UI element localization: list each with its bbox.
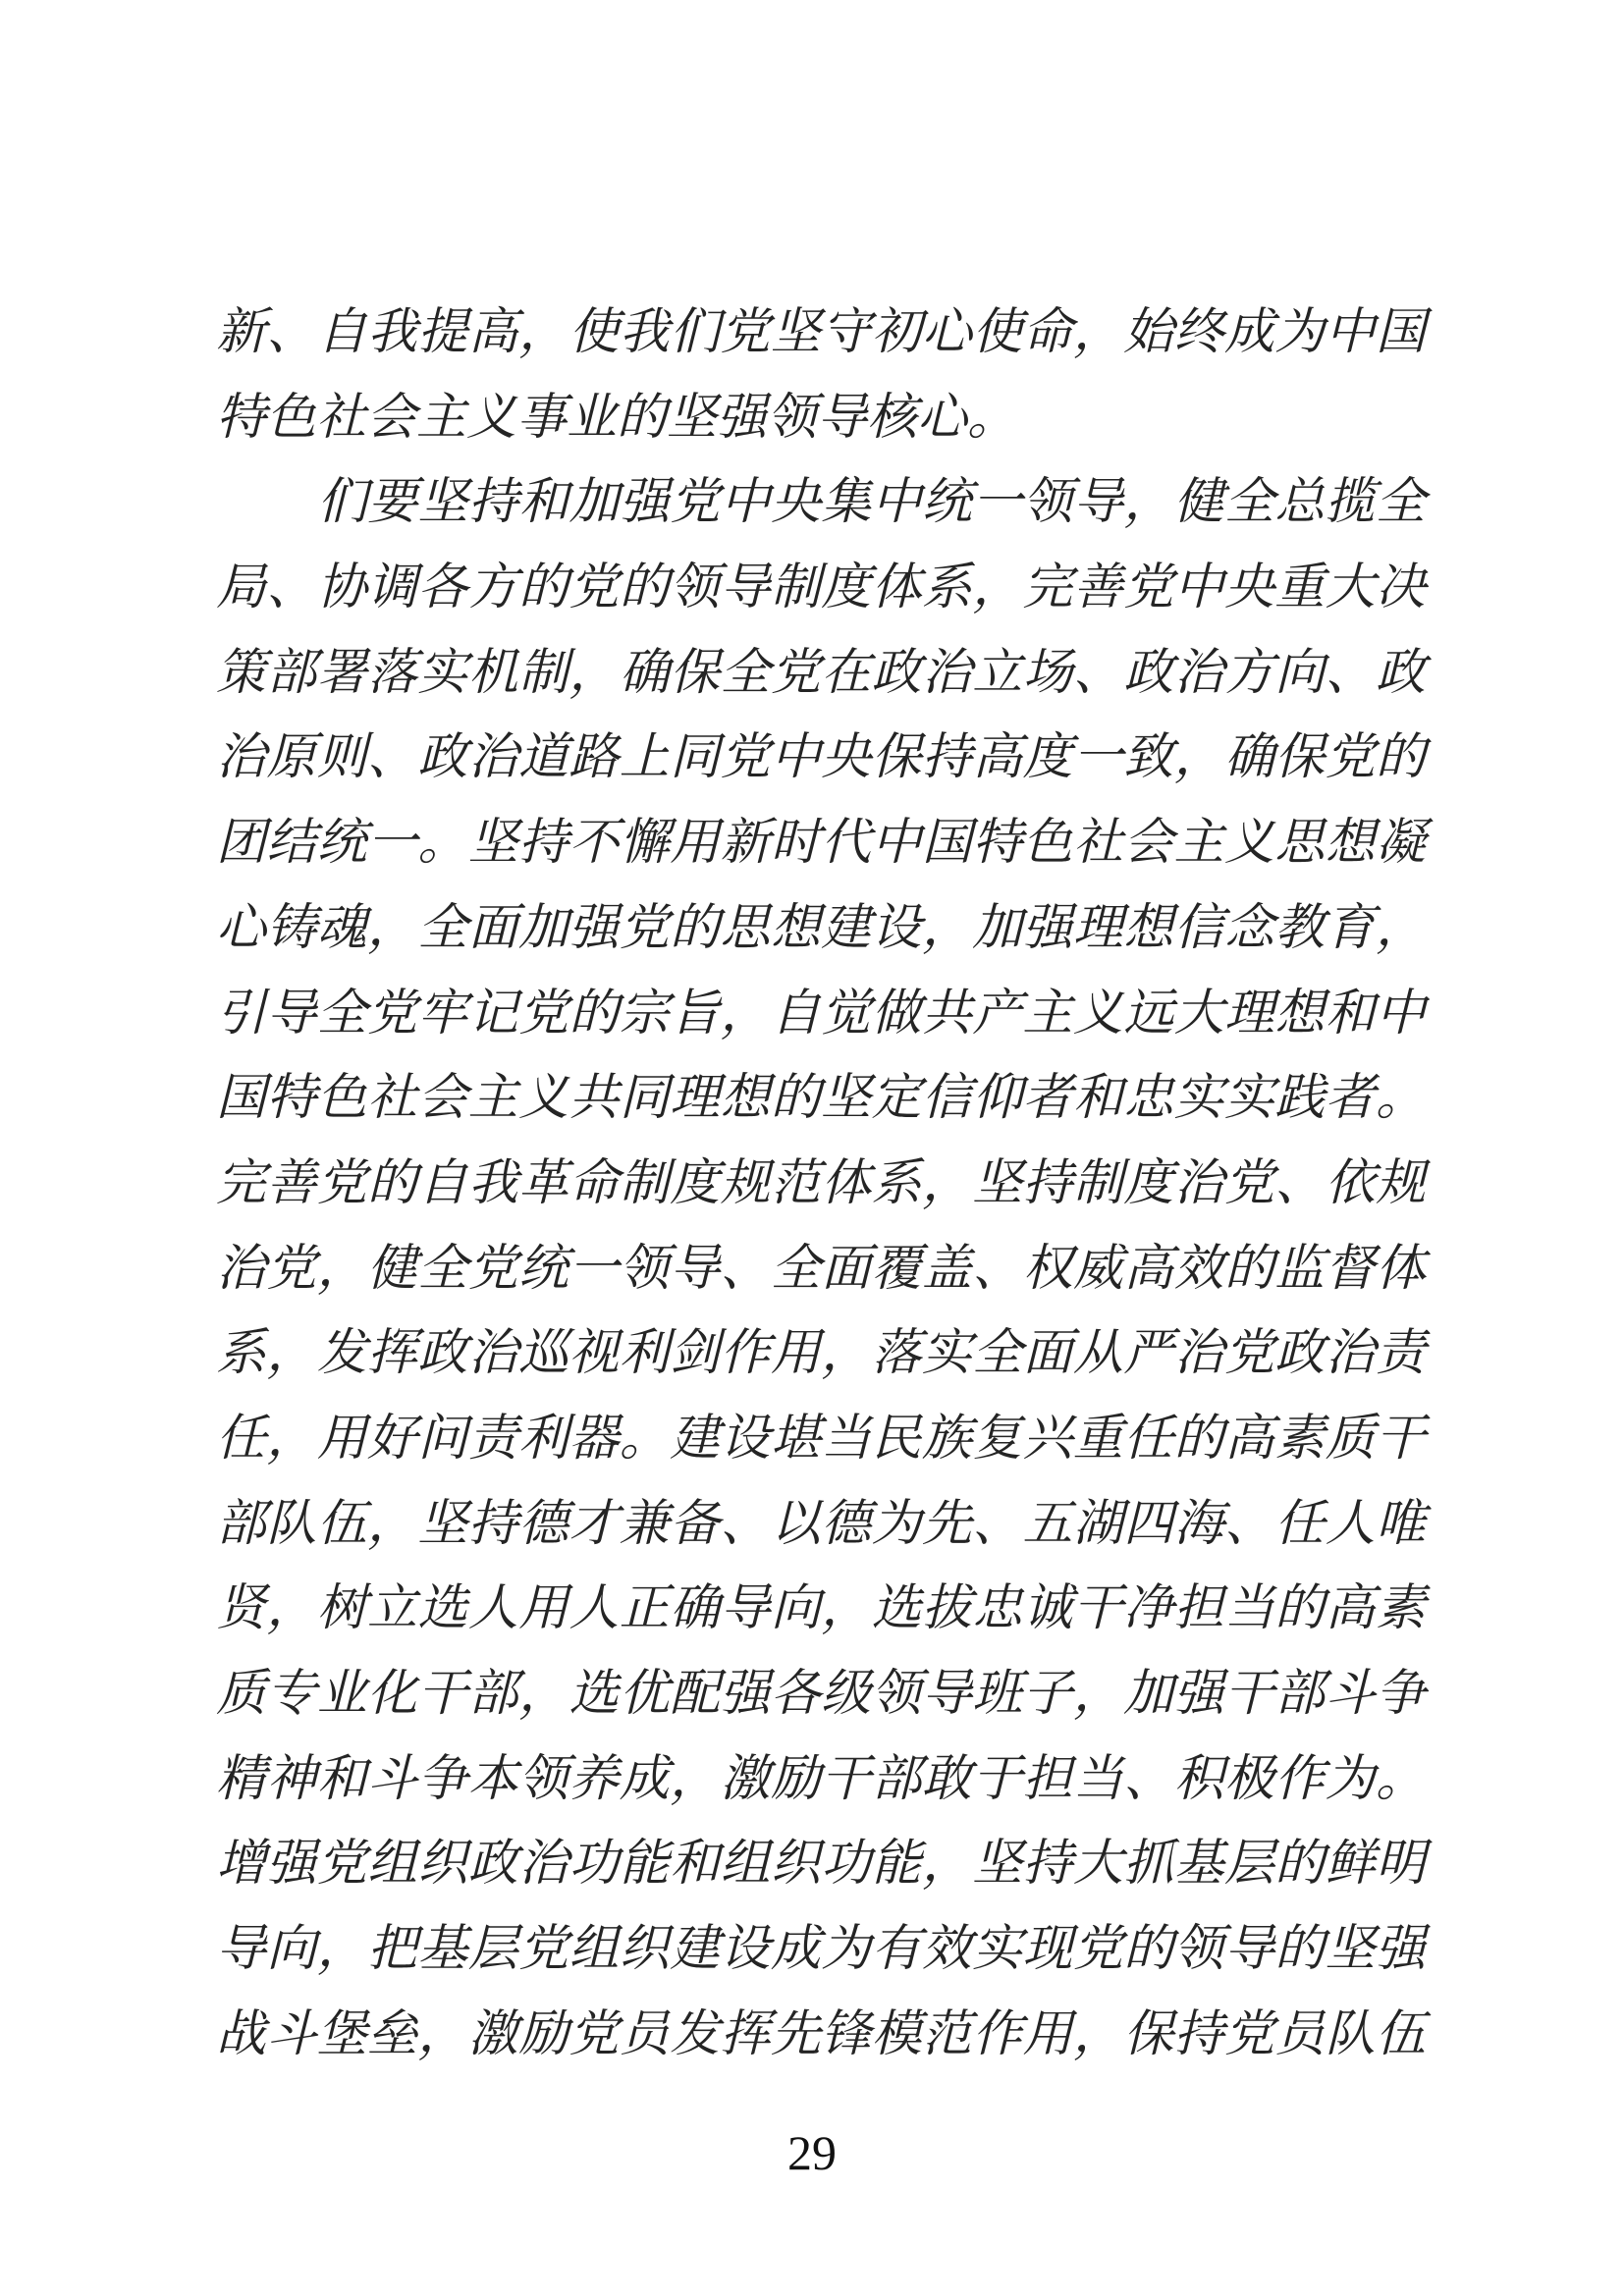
text-line: 们要坚持和加强党中央集中统一领导，健全总揽全 [317,475,1426,531]
text-line: 新、自我提高，使我们党坚守初心使命，始终成为中国 [216,305,1426,360]
text-line: 增强党组织政治功能和组织功能，坚持大抓基层的鲜明 [216,1837,1426,1893]
page-number: 29 [787,2125,837,2180]
text-line: 策部署落实机制，确保全党在政治立场、政治方向、政 [216,645,1426,701]
text-line: 贤，树立选人用人正确导向，选拔忠诚干净担当的高素 [216,1581,1426,1637]
text-line: 局、协调各方的党的领导制度体系，完善党中央重大决 [216,561,1426,616]
text-line: 心铸魂，全面加强党的思想建设，加强理想信念教育， [216,900,1426,956]
text-line: 完善党的自我革命制度规范体系，坚持制度治党、依规 [216,1155,1426,1211]
text-line: 国特色社会主义共同理想的坚定信仰者和忠实实践者。 [216,1071,1426,1127]
text-line: 治原则、政治道路上同党中央保持高度一致，确保党的 [216,730,1426,786]
text-line: 团结统一。坚持不懈用新时代中国特色社会主义思想凝 [216,816,1426,872]
text-line: 战斗堡垒，激励党员发挥先锋模范作用，保持党员队伍 [216,2006,1426,2062]
text-line: 质专业化干部，选优配强各级领导班子，加强干部斗争 [216,1667,1426,1722]
text-line: 系，发挥政治巡视利剑作用，落实全面从严治党政治责 [216,1326,1426,1382]
text-line: 特色社会主义事业的坚强领导核心。 [216,390,1018,446]
text-line: 任，用好问责利器。建设堪当民族复兴重任的高素质干 [216,1411,1426,1467]
text-line: 部队伍，坚持德才兼备、以德为先、五湖四海、任人唯 [216,1496,1426,1552]
text-line: 导向，把基层党组织建设成为有效实现党的领导的坚强 [216,1922,1426,1978]
text-line: 引导全党牢记党的宗旨，自觉做共产主义远大理想和中 [216,986,1426,1041]
text-line: 精神和斗争本领养成，激励干部敢于担当、积极作为。 [216,1751,1426,1807]
document-body [216,291,1426,2077]
text-line: 治党，健全党统一领导、全面覆盖、权威高效的监督体 [216,1241,1426,1297]
